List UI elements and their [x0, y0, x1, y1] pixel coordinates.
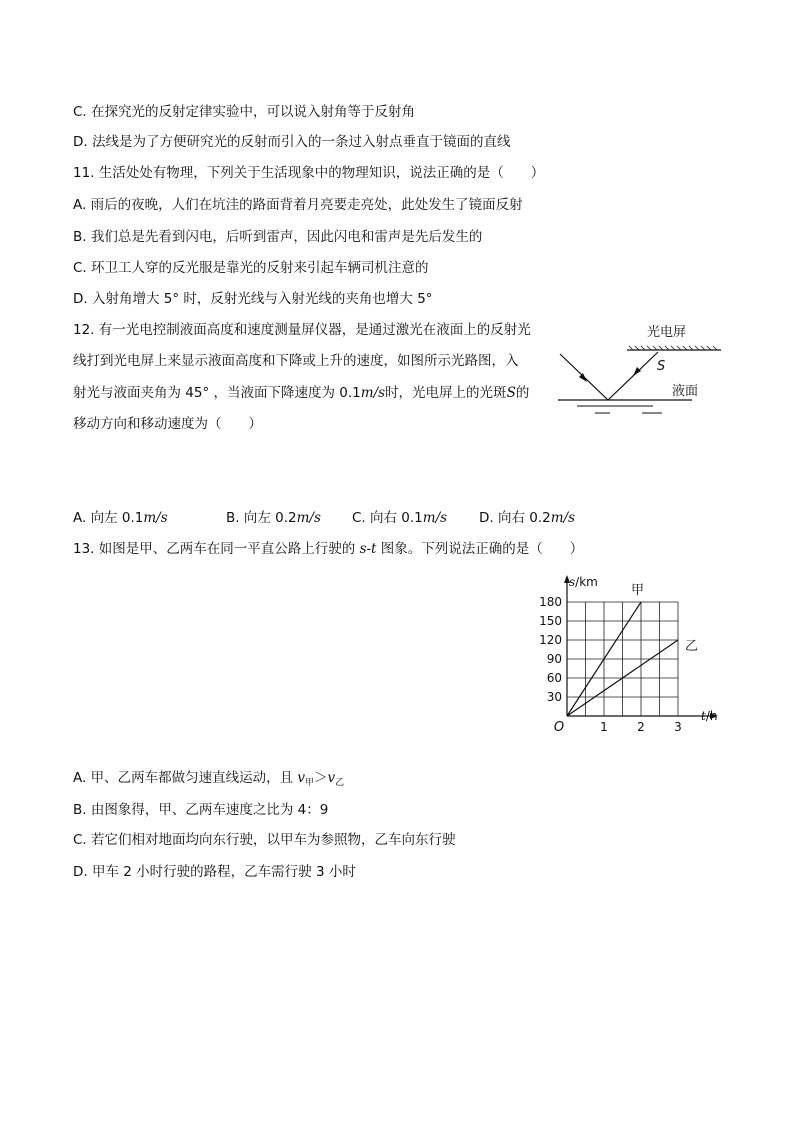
series-label-1: 甲 [631, 583, 645, 598]
s-t-chart [525, 568, 735, 738]
y-tick-label: 180 [539, 595, 562, 609]
series-label-2: 乙 [685, 639, 699, 654]
screen-label: 光电屏 [647, 325, 687, 340]
question-13-stem: 13. 如图是甲、乙两车在同一平直公路上行驶的 s-t 图象。下列说法正确的是（ ） [73, 541, 584, 557]
x-tick-label: 1 [600, 720, 608, 734]
spot-label: S [657, 359, 666, 374]
q12-option-d: D. 向右 0.2m/s [479, 510, 576, 526]
q12-option-a: A. 向左 0.1m/s [73, 510, 168, 526]
y-tick-label: 30 [546, 690, 562, 704]
q11-option-c: C. 环卫工人穿的反光服是靠光的反射来引起车辆司机注意的 [73, 260, 429, 276]
question-12-line-2: 线打到光电屏上来显示液面高度和下降或上升的速度，如图所示光路图，入 [73, 353, 519, 369]
q12-option-c: C. 向右 0.1m/s [352, 510, 448, 526]
option-line: C. 在探究光的反射定律实验中，可以说入射角等于反射角 [73, 104, 416, 120]
q13-option-c: C. 若它们相对地面均向东行驶，以甲车为参照物，乙车向东行驶 [73, 832, 456, 848]
liquid-label: 液面 [672, 384, 699, 399]
y-axis-label: s/km [569, 575, 598, 589]
q11-option-b: B. 我们总是先看到闪电，后听到雷声，因此闪电和雷声是先后发生的 [73, 229, 483, 245]
question-12-line-1: 12. 有一光电控制液面高度和速度测量屏仪器，是通过激光在液面上的反射光 [73, 322, 531, 338]
q13-option-d: D. 甲车 2 小时行驶的路程，乙车需行驶 3 小时 [73, 864, 356, 880]
incident-arrow [579, 373, 587, 382]
q12-option-b: B. 向左 0.2m/s [226, 510, 321, 526]
x-tick-label: 2 [637, 720, 645, 734]
q13-option-b: B. 由图象得，甲、乙两车速度之比为 4：9 [73, 802, 329, 818]
q11-option-d: D. 入射角增大 5° 时，反射光线与入射光线的夹角也增大 5° [73, 291, 433, 307]
option-line: D. 法线是为了方便研究光的反射而引入的一条过入射点垂直于镜面的直线 [73, 134, 511, 150]
origin-label: O [553, 720, 565, 735]
q11-option-a: A. 雨后的夜晚，人们在坑洼的路面背着月亮要走亮处，此处发生了镜面反射 [73, 197, 523, 213]
y-tick-label: 150 [539, 614, 562, 628]
x-axis-label: t/h [701, 709, 718, 723]
question-11-stem: 11. 生活处处有物理，下列关于生活现象中的物理知识，说法正确的是（ ） [73, 165, 545, 181]
x-tick-label: 3 [674, 720, 682, 734]
q13-option-a: A. 甲、乙两车都做匀速直线运动，且 $v_甲>v_乙$ [73, 770, 345, 788]
y-tick-label: 60 [546, 671, 562, 685]
question-12-line-3: 射光与液面夹角为 45° ，当液面下降速度为 0.1m/s时，光电屏上的光斑S的 [73, 385, 530, 401]
optical-path-figure [555, 320, 735, 420]
y-tick-label: 120 [539, 633, 562, 647]
y-tick-label: 90 [546, 652, 562, 666]
screen-hatching [629, 346, 717, 350]
question-12-line-4: 移动方向和移动速度为（ ） [73, 416, 262, 432]
reflected-arrow [633, 367, 641, 376]
